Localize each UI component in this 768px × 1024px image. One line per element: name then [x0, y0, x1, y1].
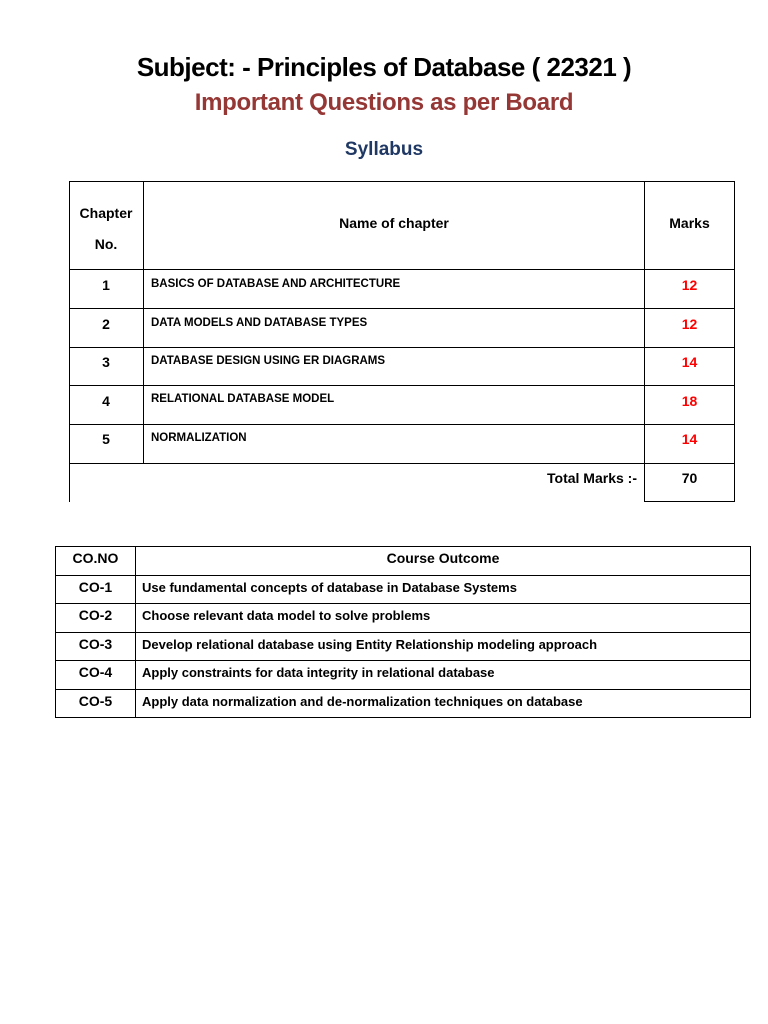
chapter-no: 2	[102, 316, 110, 332]
table-border	[69, 347, 735, 348]
header-co-no: CO.NO	[56, 547, 136, 576]
table-border	[69, 424, 735, 425]
chapter-marks: 12	[681, 316, 698, 332]
table-row	[56, 661, 751, 690]
co-number: CO-3	[56, 632, 136, 661]
header-marks: Marks	[669, 215, 710, 231]
table-row	[56, 575, 751, 604]
table-border	[69, 385, 735, 386]
co-number: CO-4	[56, 661, 136, 690]
co-description: Choose relevant data model to solve problems	[136, 604, 751, 633]
chapter-no: 4	[102, 393, 110, 409]
header-no-label: No.	[94, 236, 118, 252]
co-number: CO-2	[56, 604, 136, 633]
chapter-name: DATABASE DESIGN USING ER DIAGRAMS	[151, 355, 386, 367]
co-description: Apply constraints for data integrity in relational database	[136, 661, 751, 690]
chapter-name: NORMALIZATION	[151, 432, 247, 444]
chapter-marks: 18	[681, 393, 698, 409]
header-name-of-chapter: Name of chapter	[339, 215, 449, 231]
chapter-name: DATA MODELS AND DATABASE TYPES	[151, 317, 368, 329]
table-row	[56, 604, 751, 633]
table-row	[56, 689, 751, 718]
subject-title: Subject: - Principles of Database ( 22321 )	[136, 52, 632, 82]
header-course-outcome: Course Outcome	[136, 547, 751, 576]
important-questions-title: Important Questions as per Board	[194, 89, 574, 116]
co-description: Develop relational database using Entity Relationship modeling approach	[136, 632, 751, 661]
table-border	[734, 181, 735, 502]
table-border	[69, 269, 735, 270]
co-number: CO-5	[56, 689, 136, 718]
syllabus-heading: Syllabus	[344, 139, 424, 160]
co-description: Use fundamental concepts of database in Database Systems	[136, 575, 751, 604]
total-marks-label: Total Marks :-	[547, 470, 637, 486]
table-border	[69, 308, 735, 309]
chapter-no: 1	[102, 277, 110, 293]
header-chapter-label: Chapter	[79, 205, 133, 221]
table-header-row	[56, 547, 751, 576]
chapter-marks: 12	[681, 277, 698, 293]
header-chapter-no	[69, 198, 143, 260]
chapter-no: 5	[102, 431, 110, 447]
table-border	[69, 463, 735, 464]
chapter-marks: 14	[681, 431, 698, 447]
table-row	[56, 632, 751, 661]
co-description: Apply data normalization and de-normalization techniques on database	[136, 689, 751, 718]
table-border	[644, 501, 735, 502]
co-number: CO-1	[56, 575, 136, 604]
chapter-marks: 14	[681, 354, 698, 370]
chapter-name: RELATIONAL DATABASE MODEL	[151, 393, 335, 405]
table-border	[69, 181, 735, 182]
course-outcome-table	[55, 546, 751, 718]
chapter-no: 3	[102, 354, 110, 370]
syllabus-table	[69, 181, 735, 502]
total-marks-value: 70	[681, 470, 698, 486]
chapter-name: BASICS OF DATABASE AND ARCHITECTURE	[151, 278, 401, 290]
